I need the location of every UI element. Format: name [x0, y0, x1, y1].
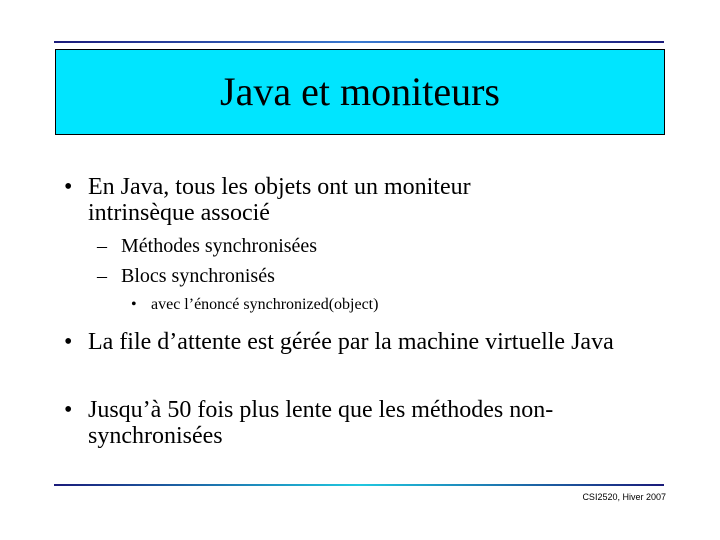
bullet-marker: •: [64, 397, 73, 423]
sub-bullet-2: [97, 265, 597, 287]
dash-marker: –: [97, 235, 107, 257]
bottom-divider: [54, 484, 664, 486]
slide-title: Java et moniteurs: [220, 69, 500, 114]
bullet-3: [64, 397, 664, 449]
sub-bullet-1: [97, 235, 597, 257]
dash-marker: –: [97, 265, 107, 287]
bullet-marker: •: [64, 174, 73, 200]
bullet-marker: •: [64, 329, 73, 355]
footer-course-label: CSI2520, Hiver 2007: [582, 492, 666, 502]
sub-bullet-text: Blocs synchronisés: [121, 265, 275, 287]
sub-sub-bullet-text: avec l’énoncé synchronized(object): [151, 296, 379, 313]
bullet-marker: •: [131, 296, 137, 313]
bullet-1: [64, 174, 634, 226]
bullet-text: La file d’attente est gérée par la machine virtuelle Java: [88, 329, 614, 355]
bullet-text: Jusqu’à 50 fois plus lente que les méthodes non-synchronisées: [88, 397, 554, 449]
sub-sub-bullet-1: [131, 296, 581, 314]
bullet-2: [64, 329, 664, 355]
top-divider: [54, 41, 664, 43]
title-banner: [55, 49, 665, 135]
bullet-text: En Java, tous les objets ont un moniteur intrinsèque associé: [88, 174, 471, 226]
sub-bullet-text: Méthodes synchronisées: [121, 235, 318, 257]
